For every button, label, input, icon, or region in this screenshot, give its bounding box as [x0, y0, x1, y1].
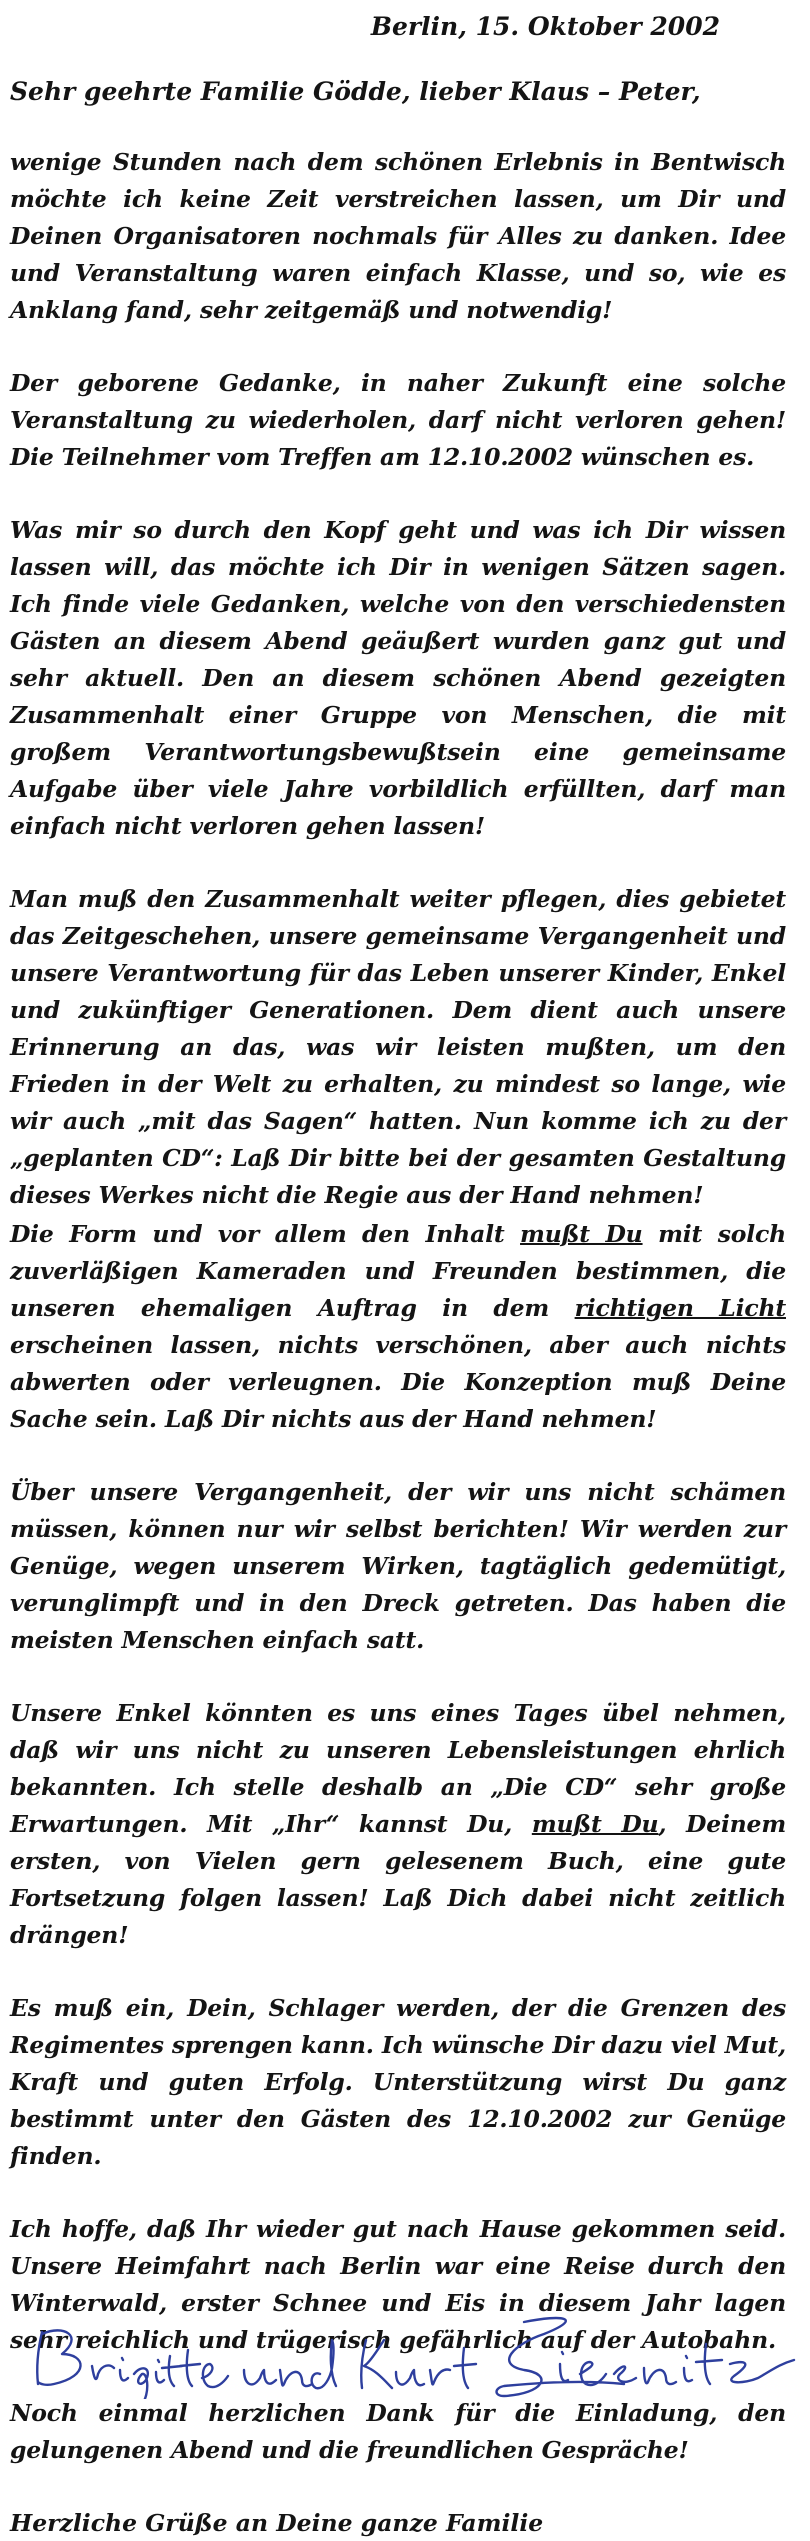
letter-paragraph-10: Noch einmal herzlichen Dank für die Einladung, den gelungenen Abend und die freundlichen Gespräche! [10, 2399, 786, 2464]
paragraph-5-text-a: Die Form und vor allem den Inhalt [10, 1220, 521, 1248]
paragraph-7-text-b: , Deinem ersten, von Vielen gern gelesenem Buch, eine gute Fortsetzung folgen lassen! Laß Dich dabei nicht zeitlich drängen! [10, 1810, 786, 1949]
letter-paragraph-7 [10, 1695, 786, 1954]
letter-paragraph-5 [10, 1216, 786, 1438]
letter-paragraph-2: Der geborene Gedanke, in naher Zukunft eine solche Veranstaltung zu wiederholen, darf nicht verloren gehen! Die Teilnehmer vom Treffen am 12.10.2002 wünschen es. [10, 369, 786, 471]
letter-dateline: Berlin, 15. Oktober 2002 [370, 12, 720, 41]
letter-closing: Herzliche Grüße an Deine ganze Familie [10, 2509, 544, 2537]
paragraph-7-text-a: Unsere Enkel könnten es uns eines Tages übel nehmen, daß wir uns nicht zu unseren Lebensleistungen ehrlich bekannten. Ich stelle deshalb an „Die CD“ sehr große Erwartungen. Mit „Ihr“ kannst Du, [10, 1699, 786, 1838]
letter-salutation: Sehr geehrte Familie Gödde, lieber Klaus – Peter, [10, 77, 701, 106]
letter-paragraph-9: Ich hoffe, daß Ihr wieder gut nach Hause gekommen seid. Unsere Heimfahrt nach Berlin war eine Reise durch den Winterwald, erster Schnee und Eis in diesem Jahr lagen sehr reichlich und trügerisch gefährlich auf der Autobahn. [10, 2215, 786, 2354]
paragraph-5-text-b: mit solch zuverläßigen Kameraden und Freunden bestimmen, die unseren ehemaligen Auftrag in dem [10, 1220, 786, 1322]
letter-paragraph-1: wenige Stunden nach dem schönen Erlebnis in Bentwisch möchte ich keine Zeit verstreichen lassen, um Dir und Deinen Organisatoren nochmals für Alles zu danken. Idee und Veranstaltung waren einfach Klasse, und so, wie es Anklang fand, sehr zeitgemäß und notwendig! [10, 148, 786, 324]
underlined-phrase-must-you: mußt Du [520, 1220, 643, 1248]
letter-paragraph-3: Was mir so durch den Kopf geht und was ich Dir wissen lassen will, das möchte ich Dir in wenigen Sätzen sagen. Ich finde viele Gedanken, welche von den verschiedensten Gästen an diesem Abend geäußert wurden ganz gut und sehr aktuell. Den an diesem schönen Abend gezeigten Zusammenhalt einer Gruppe von Menschen, die mit großem Verantwortungsbewußtsein eine gemeinsame Aufgabe über viele Jahre vorbildlich erfüllten, darf man einfach nicht verloren gehen lassen! [10, 516, 786, 840]
letter-paragraph-6: Über unsere Vergangenheit, der wir uns nicht schämen müssen, können nur wir selbst berichten! Wir werden zur Genüge, wegen unserem Wirken, tagtäglich gedemütigt, verunglimpft und in den Dreck getreten. Das haben die meisten Menschen einfach satt. [10, 1478, 786, 1654]
letter-paragraph-8: Es muß ein, Dein, Schlager werden, der die Grenzen des Regimentes sprengen kann. Ich wünsche Dir dazu viel Mut, Kraft und guten Erfolg. Unterstützung wirst Du ganz bestimmt unter den Gästen des 12.10.2002 zur Genüge finden. [10, 1994, 786, 2170]
paragraph-5-text-c: erscheinen lassen, nichts verschönen, aber auch nichts abwerten oder verleugnen. Die Konzeption muß Deine Sache sein. Laß Dir nichts aus der Hand nehmen! [10, 1331, 786, 1433]
underlined-phrase-right-light: richtigen Licht [574, 1294, 786, 1322]
letter-paragraph-4: Man muß den Zusammenhalt weiter pflegen, dies gebietet das Zeitgeschehen, unsere gemeinsame Vergangenheit und unsere Verantwortung für das Leben unserer Kinder, Enkel und zukünftiger Generationen. Dem dient auch unsere Erinnerung an das, was wir leisten mußten, um den Frieden in der Welt zu erhalten, zu mindest so lange, wie wir auch „mit das Sagen“ hatten. Nun komme ich zu der „geplanten CD“: Laß Dir bitte bei der gesamten Gestaltung dieses Werkes nicht die Regie aus der Hand nehmen! [10, 885, 786, 1209]
underlined-phrase-must-you-2: mußt Du [531, 1810, 659, 1838]
handwritten-signature [24, 2304, 804, 2399]
